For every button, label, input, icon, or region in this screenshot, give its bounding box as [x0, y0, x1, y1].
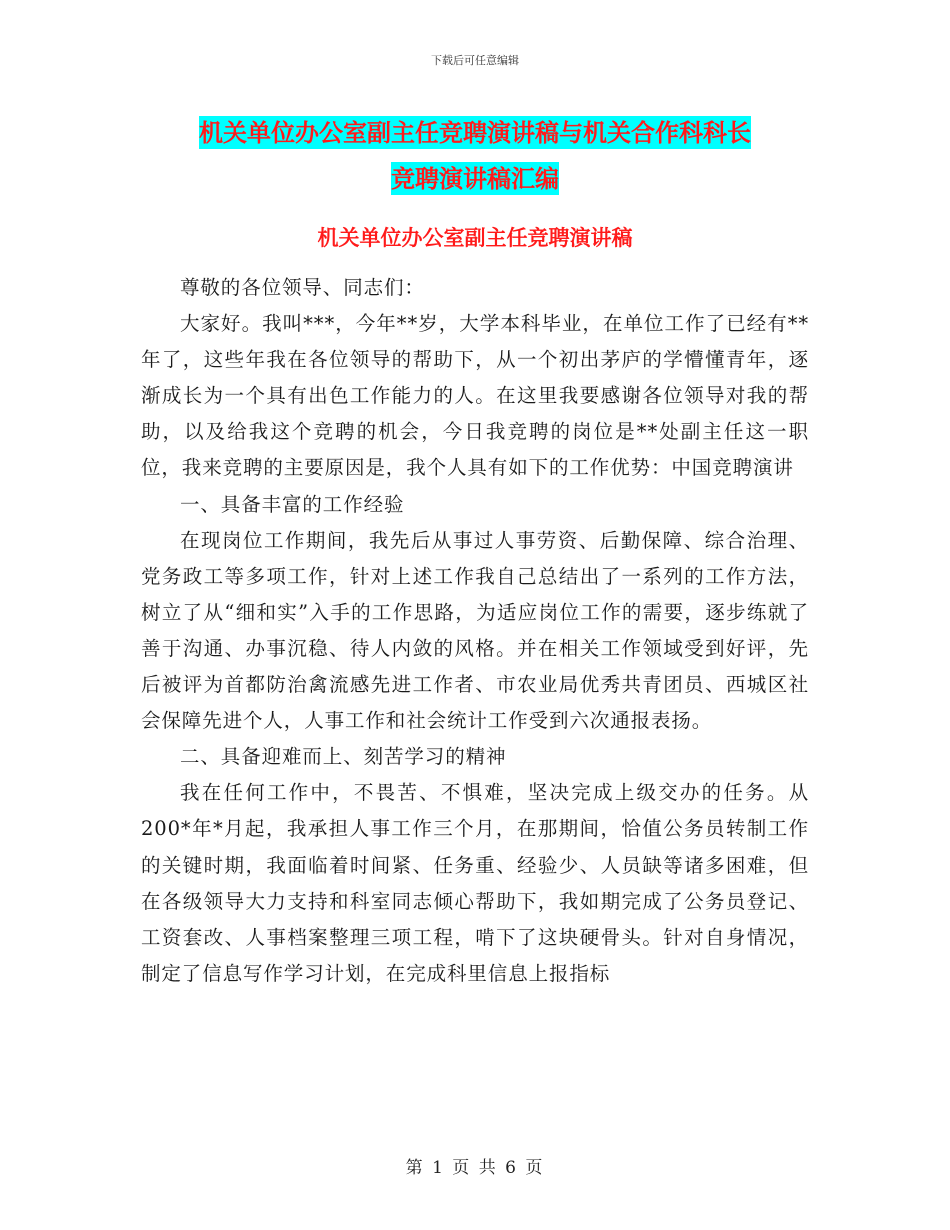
paragraph: 大家好。我叫***，今年**岁，大学本科毕业，在单位工作了已经有**年了，这些年我在各位领导的帮助下，从一个初出茅庐的学懵懂青年，逐渐成长为一个具有出色工作能力的人。在这里我要感谢各位领导对我的帮助，以及给我这个竞聘的机会，今日我竞聘的岗位是**处副主任这一职位，我来竞聘的主要原因是，我个人具有如下的工作优势：中国竞聘演讲 — [141, 312, 809, 480]
title-line-1: 机关单位办公室副主任竞聘演讲稿与机关合作科科长 — [199, 118, 751, 147]
section-title: 机关单位办公室副主任竞聘演讲稿 — [317, 225, 633, 250]
paragraph: 我在任何工作中，不畏苦、不惧难，坚决完成上级交办的任务。从200*年*月起，我承担人事工作三个月，在那期间，恰值公务员转制工作的关键时期，我面临着时间紧、任务重、经验少、人员缺等诸多困难，但在各级领导大力支持和科室同志倾心帮助下，我如期完成了公务员登记、工资套改、人事档案整理三项工程，啃下了这块硬骨头。针对自身情况，制定了信息写作学习计划，在完成科里信息上报指标 — [141, 781, 809, 985]
paragraph: 在现岗位工作期间，我先后从事过人事劳资、后勤保障、综合治理、党务政工等多项工作，针对上述工作我自己总结出了一系列的工作方法，树立了从“细和实”入手的工作思路，为适应岗位工作的需要，逐步练就了善于沟通、办事沉稳、待人内敛的风格。并在相关工作领域受到好评，先后被评为首都防治禽流感先进工作者、市农业局优秀共青团员、西城区社会保障先进个人，人事工作和社会统计工作受到六次通报表扬。 — [141, 528, 809, 733]
document-body — [141, 270, 809, 992]
header-note: 下载后可任意编辑 — [431, 54, 519, 67]
document-title — [0, 110, 950, 202]
page-number: 第 1 页 共 6 页 — [405, 1158, 545, 1178]
title-line-2: 竞聘演讲稿汇编 — [391, 164, 559, 193]
paragraph: 一、具备丰富的工作经验 — [180, 492, 405, 516]
paragraph: 尊敬的各位领导、同志们： — [180, 276, 425, 299]
paragraph: 二、具备迎难而上、刻苦学习的精神 — [180, 745, 507, 769]
